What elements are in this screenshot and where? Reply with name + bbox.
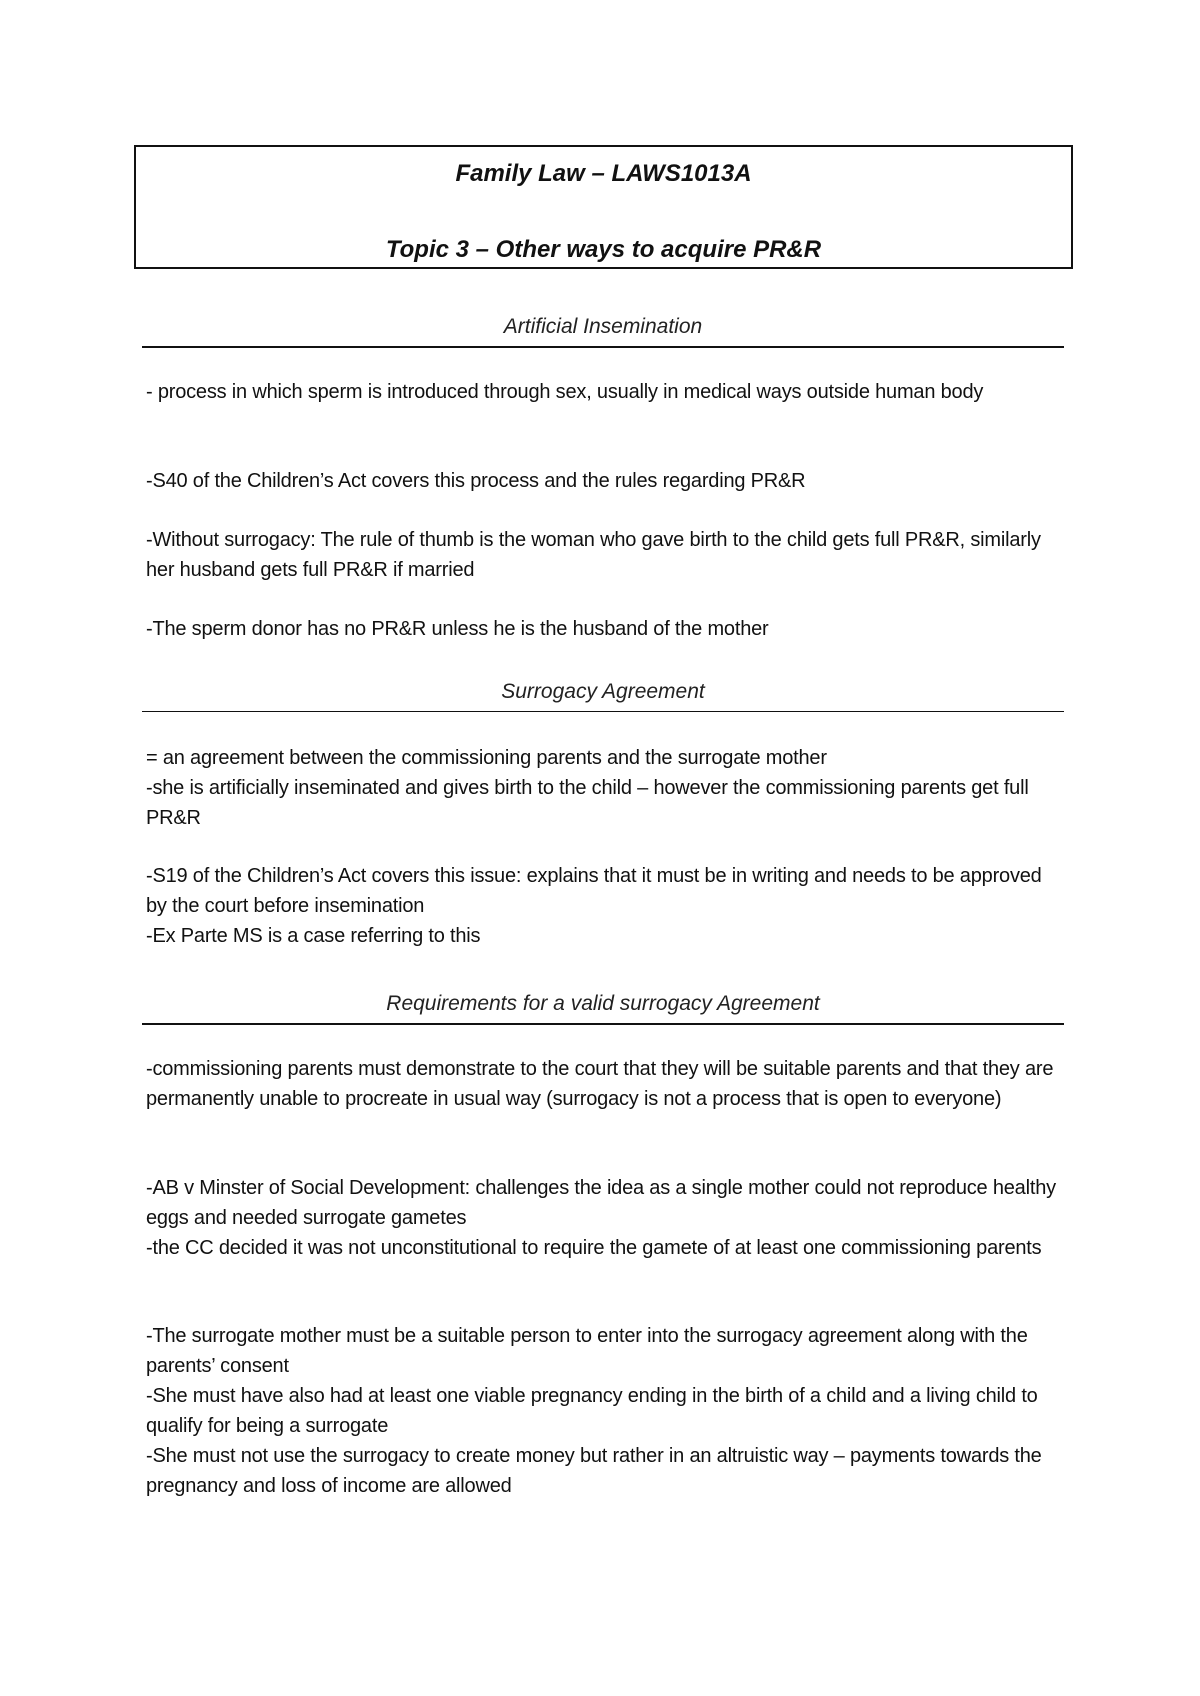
section-divider — [142, 346, 1064, 348]
paragraph: - process in which sperm is introduced through sex, usually in medical ways outside human body — [146, 381, 984, 403]
paragraph: -S19 of the Children’s Act covers this issue: explains that it must be in writing and needs to be approved by the court before insemination -Ex Parte MS is a case referring to this — [146, 865, 1042, 947]
section-heading-artificial-insemination: Artificial Insemination — [503, 315, 703, 338]
topic-title: Topic 3 – Other ways to acquire PR&R — [385, 236, 822, 263]
paragraph: -Without surrogacy: The rule of thumb is the woman who gave birth to the child gets full PR&R, similarly her husband gets full PR&R if married — [146, 529, 1041, 581]
section-heading-requirements: Requirements for a valid surrogacy Agreement — [386, 992, 820, 1015]
section-divider — [142, 711, 1064, 712]
title-box — [134, 145, 1073, 269]
paragraph: = an agreement between the commissioning parents and the surrogate mother -she is artificially inseminated and gives birth to the child – however the commissioning parents get full PR&R — [146, 747, 1029, 829]
paragraph: -The sperm donor has no PR&R unless he is the husband of the mother — [146, 618, 769, 640]
paragraph: -The surrogate mother must be a suitable person to enter into the surrogacy agreement along with the parents’ consent -She must have also had at least one viable pregnancy ending in the birth of a child and a living child to qualify for being a surrogate -She must not use the surrogacy to create money but rather in an altruistic way – payments towards the pregnancy and loss of income are allowed — [146, 1325, 1042, 1497]
section-divider — [142, 1023, 1064, 1025]
paragraph: -S40 of the Children’s Act covers this process and the rules regarding PR&R — [146, 470, 806, 492]
paragraph: -commissioning parents must demonstrate to the court that they will be suitable parents and that they are permanently unable to procreate in usual way (surrogacy is not a process that is open to everyone) — [146, 1058, 1054, 1110]
course-title: Family Law – LAWS1013A — [455, 160, 752, 187]
paragraph: -AB v Minster of Social Development: challenges the idea as a single mother could not reproduce healthy eggs and needed surrogate gametes -the CC decided it was not unconstitutional to require the gamete of at least one commissioning parents — [146, 1177, 1056, 1259]
section-heading-surrogacy-agreement: Surrogacy Agreement — [501, 680, 705, 703]
